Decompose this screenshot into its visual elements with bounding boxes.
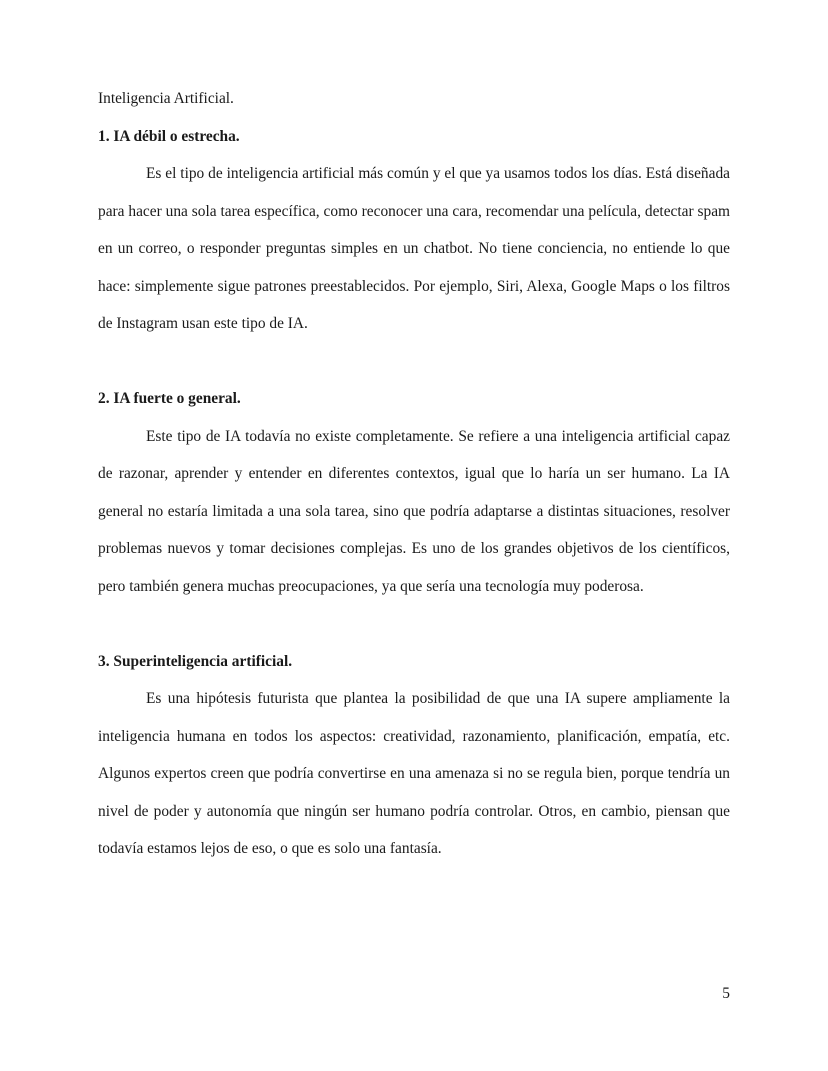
page-number: 5 — [722, 985, 730, 1002]
section-3-paragraph: Es una hipótesis futurista que plantea la posibilidad de que una IA supere ampliamente la inteligencia humana en todos los aspectos: creatividad, razonamiento, planificación, empatía, etc. Algunos expertos creen que podría convertirse en una amenaza si no se regula bien, porque tendría un nivel de poder y autonomía que ningún ser humano podría controlar. Otros, en cambio, piensan que todavía estamos lejos de eso, o que es solo una fantasía. — [98, 690, 730, 857]
section-spacer — [98, 343, 730, 381]
section-2-paragraph: Este tipo de IA todavía no existe completamente. Se refiere a una inteligencia artificial capaz de razonar, aprender y entender en diferentes contextos, igual que lo haría un ser humano. La IA general no estaría limitada a una sola tarea, sino que podría adaptarse a distintas situaciones, resolver problemas nuevos y tomar decisiones complejas. Es uno de los grandes objetivos de los científicos, pero también genera muchas preocupaciones, ya que sería una tecnología muy poderosa. — [98, 427, 730, 595]
intro-line: Inteligencia Artificial. — [98, 90, 234, 107]
section-1-heading: 1. IA débil o estrecha. — [98, 127, 240, 145]
section-spacer — [98, 605, 730, 643]
section-3-heading: 3. Superinteligencia artificial. — [98, 652, 293, 670]
document-page — [98, 80, 730, 868]
section-1-paragraph: Es el tipo de inteligencia artificial más común y el que ya usamos todos los días. Está diseñada para hacer una sola tarea específica, como reconocer una cara, recomendar una película, detectar spam en un correo, o responder preguntas simples en un chatbot. No tiene conciencia, no entiende lo que hace: simplemente sigue patrones preestablecidos. Por ejemplo, Siri, Alexa, Google Maps o los filtros de Instagram usan este tipo de IA. — [98, 165, 730, 332]
section-2-heading: 2. IA fuerte o general. — [98, 390, 241, 407]
